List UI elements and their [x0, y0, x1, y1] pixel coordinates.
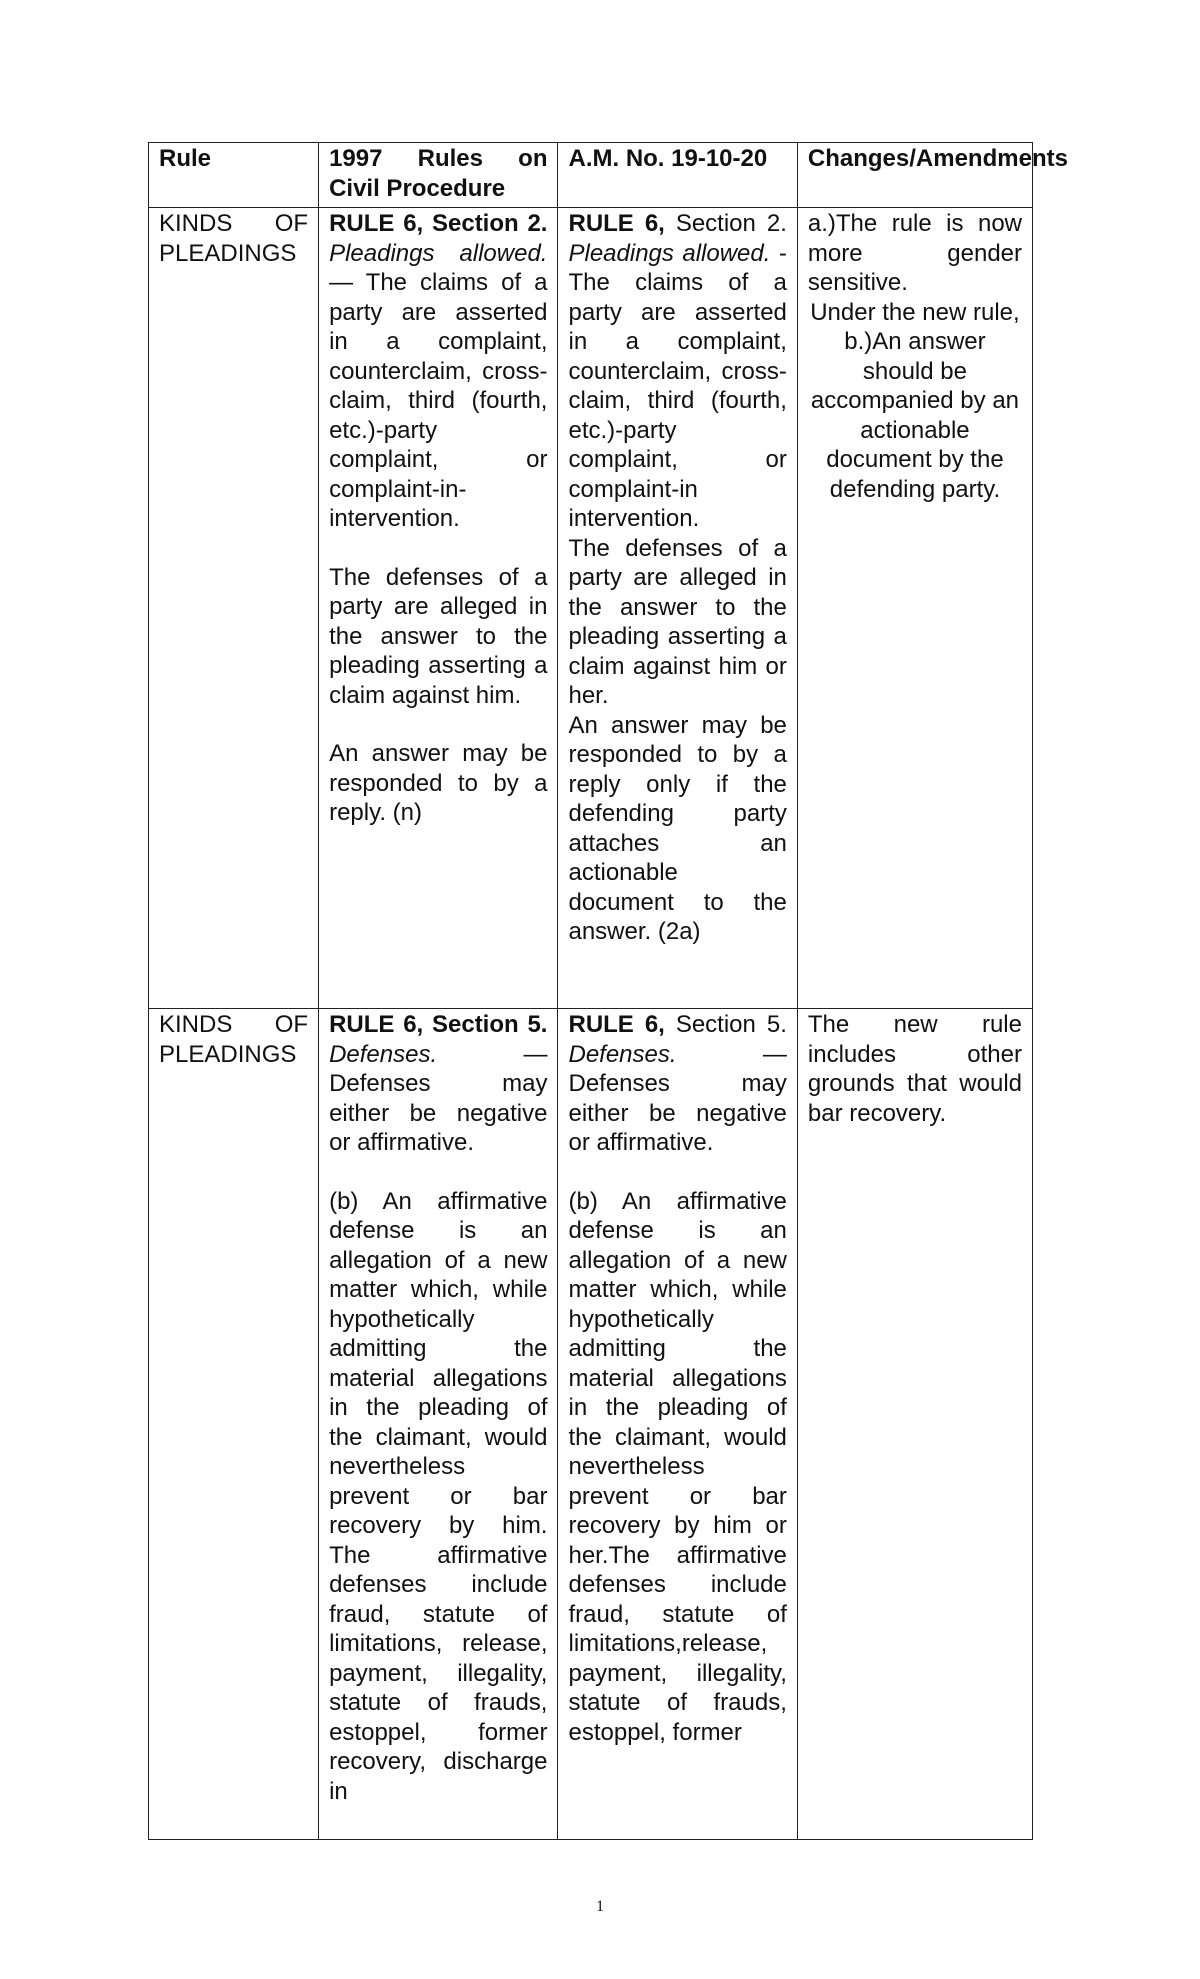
old-rule-title: Defenses. — [329, 1040, 438, 1068]
new-rule-paragraph: - The claims of a party are asserted in a complaint, counterclaim, cross-claim, third (fourth, etc.)-party complaint, or complaint-in intervention. — [568, 239, 787, 532]
old-rule-cell — [319, 1009, 558, 1840]
header-changes: Changes/Amendments — [797, 143, 1032, 208]
new-rule-cell — [558, 1009, 797, 1840]
new-rule-section: Section 5. — [675, 1011, 787, 1038]
change-item-b: b.)An answer should be accompanied by an actionable document by the defending party. — [810, 328, 1020, 503]
old-rule-cell — [319, 208, 558, 1009]
table-header-row — [149, 143, 1033, 208]
old-rule-paragraph: — Defenses may either be negative or affirmative. — [329, 1040, 548, 1156]
new-rule-paragraph: The defenses of a party are alleged in the answer to the pleading asserting a claim against him or her. — [568, 534, 787, 709]
rule-cell — [149, 208, 319, 1009]
old-rule-paragraph: — The claims of a party are asserted in a complaint, counterclaim, cross-claim, third (fourth, etc.)-party complaint, or complaint-in-intervention. — [329, 269, 548, 532]
new-rule-paragraph: (b) An affirmative defense is an allegation of a new matter which, while hypothetically admitting the material allegations in the pleading of the claimant, would nevertheless prevent or bar recovery by him or her.The affirmative defenses include fraud, statute of limitations,release, payment, illegality, statute of frauds, estoppel, former — [568, 1187, 787, 1746]
old-rule-title: Pleadings allowed. — [329, 239, 548, 267]
rule-name: KINDS OF PLEADINGS — [159, 1011, 309, 1068]
change-intro: Under the new rule, — [810, 298, 1020, 326]
header-1997-rules: 1997 Rules on Civil Procedure — [319, 143, 558, 208]
old-rule-paragraph: (b) An affirmative defense is an allegation of a new matter which, while hypothetically admitting the material allegations in the pleading of the claimant, would nevertheless prevent or bar recovery by him. The affirmative defenses include fraud, statute of limitations, release, payment, illegality, statute of frauds, estoppel, former recovery, discharge in — [329, 1187, 548, 1805]
page-number: 1 — [596, 1898, 604, 1915]
table-row — [149, 1009, 1033, 1840]
old-rule-heading: RULE 6, Section 2. — [329, 210, 548, 237]
new-rule-cell — [558, 208, 797, 1009]
old-rule-heading: RULE 6, Section 5. — [329, 1011, 548, 1038]
changes-cell — [797, 208, 1032, 1009]
old-rule-paragraph: An answer may be responded to by a reply. (n) — [329, 740, 548, 826]
change-item-a: a.)The rule is now more gender sensitive. — [807, 210, 1022, 296]
rule-name: KINDS OF PLEADINGS — [159, 210, 309, 267]
header-am-no: A.M. No. 19-10-20 — [558, 143, 797, 208]
new-rule-paragraph: — Defenses may either be negative or affirmative. — [568, 1040, 787, 1156]
new-rule-heading: RULE 6, — [568, 210, 665, 237]
new-rule-paragraph: An answer may be responded to by a reply only if the defending party attaches an actionable document to the answer. (2a) — [568, 711, 787, 945]
old-rule-paragraph: The defenses of a party are alleged in the answer to the pleading asserting a claim against him. — [329, 563, 548, 709]
new-rule-title: Pleadings allowed. — [568, 239, 771, 267]
rule-cell — [149, 1009, 319, 1840]
new-rule-heading: RULE 6, — [568, 1011, 665, 1038]
table-row — [149, 208, 1033, 1009]
new-rule-title: Defenses. — [568, 1040, 677, 1068]
changes-cell — [797, 1009, 1032, 1840]
header-rule: Rule — [149, 143, 319, 208]
comparison-table — [148, 142, 1068, 1840]
new-rule-section: Section 2. — [675, 210, 787, 237]
change-text: The new rule includes other grounds that would bar recovery. — [807, 1011, 1022, 1127]
